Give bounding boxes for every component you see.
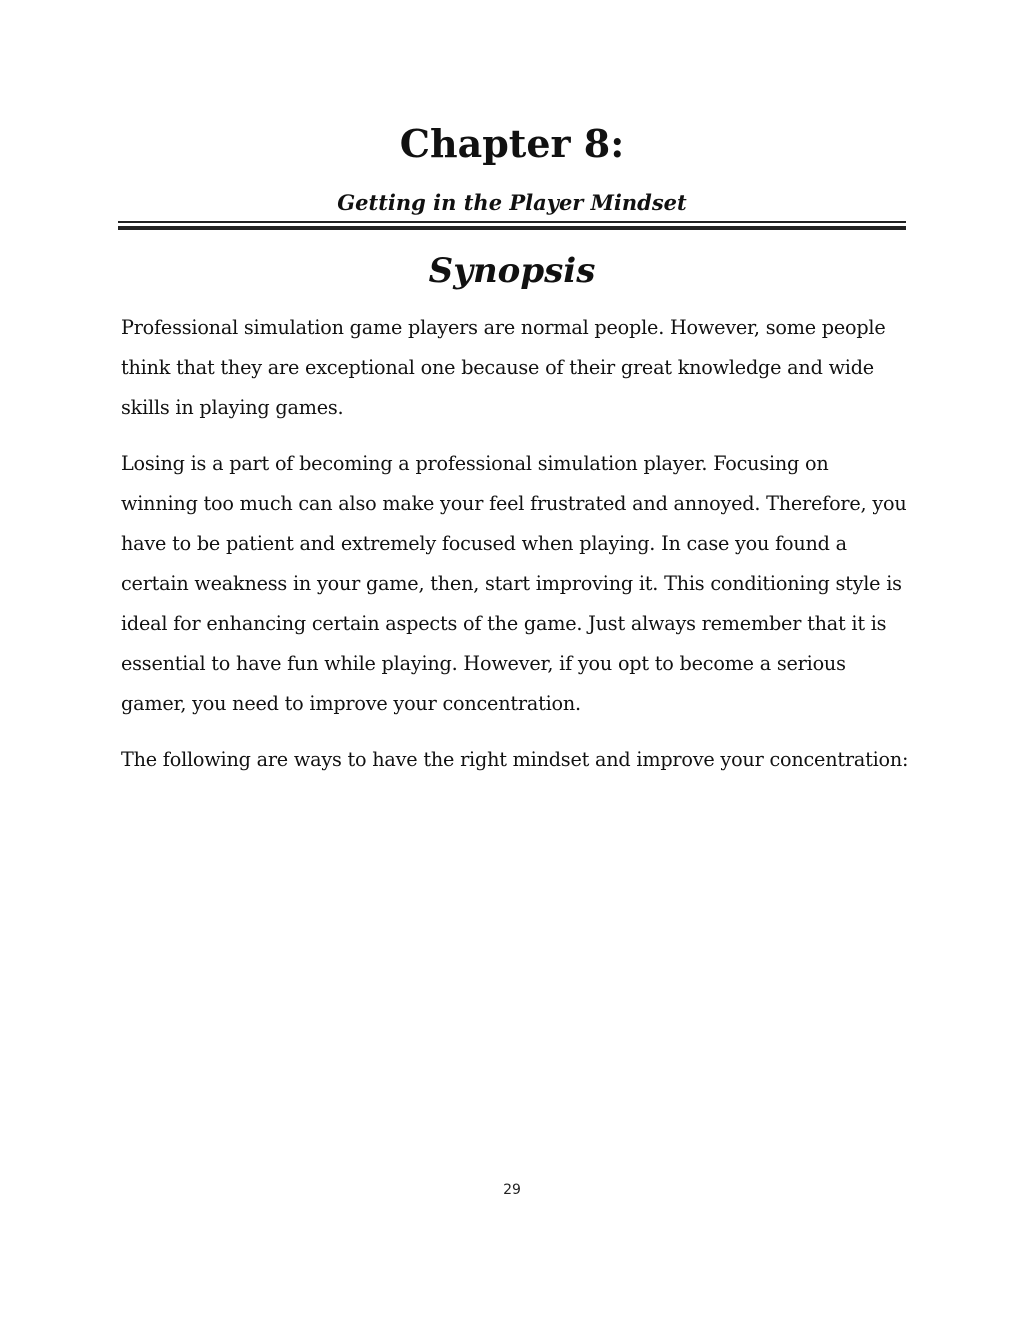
paragraph-2: Losing is a part of becoming a professional simulation player. Focusing on winning too much can also make your feel frustrated and annoyed. Therefore, you have to be patient and extremely focused when playing. In case you found a certain weakness in your game, then, start improving it. This conditioning style is ideal for enhancing certain aspects of the game. Just always remember that it is essential to have fun while playing. However, if you opt to become a serious gamer, you need to improve your concentration. [121,452,907,715]
chapter-subtitle: Getting in the Player Mindset [337,190,687,215]
page-number: 29 [503,1182,521,1198]
double-rule-divider [118,221,906,233]
chapter-title: Chapter 8: [399,121,625,166]
paragraph-1: Professional simulation game players are normal people. However, some people think that they are exceptional one because of their great knowledge and wide skills in playing games. [121,316,886,419]
rule-thick-line [118,226,906,230]
rule-thin-line [118,221,906,223]
section-heading: Synopsis [428,251,596,291]
body-text [121,308,911,796]
paragraph-3: The following are ways to have the right mindset and improve your concentration: [121,748,909,771]
